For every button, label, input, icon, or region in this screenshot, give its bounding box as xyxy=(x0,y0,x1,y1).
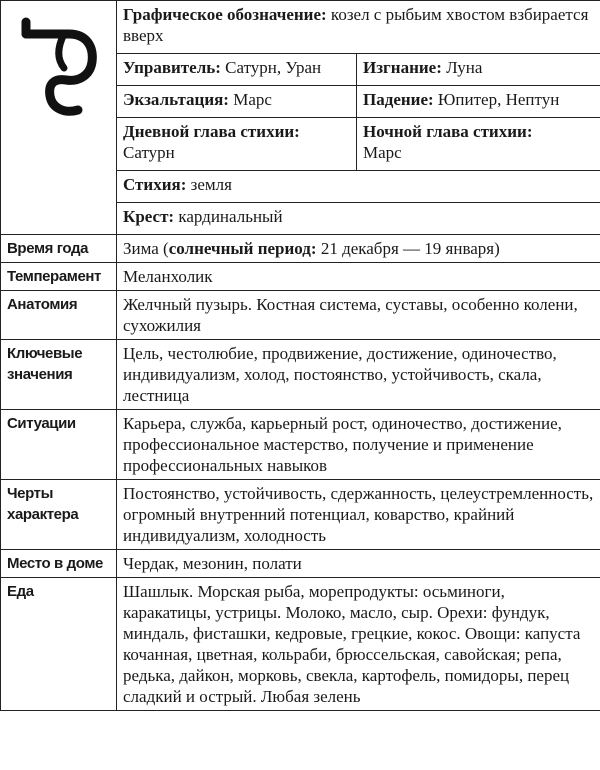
day-ruler-cell xyxy=(117,118,357,171)
element-label: Стихия: xyxy=(123,175,187,194)
fall-cell xyxy=(357,86,600,118)
traits-label: Черты характера xyxy=(1,480,117,550)
ruler-cell xyxy=(117,54,357,86)
season-value-pre: Зима ( xyxy=(123,239,169,258)
night-ruler-value: Марс xyxy=(363,143,402,162)
exile-cell xyxy=(357,54,600,86)
ruler-value: Сатурн, Уран xyxy=(225,58,322,77)
symbol-row xyxy=(1,1,600,54)
symbol-label: Графическое обозначение: xyxy=(123,5,327,24)
capricorn-glyph-icon xyxy=(14,4,104,124)
anatomy-row xyxy=(1,291,600,340)
night-ruler-cell xyxy=(357,118,600,171)
element-value: земля xyxy=(190,175,232,194)
anatomy-label: Анатомия xyxy=(1,291,117,340)
temperament-label: Темперамент xyxy=(1,263,117,291)
ruler-label: Управитель: xyxy=(123,58,221,77)
house-place-row xyxy=(1,550,600,578)
exaltation-label: Экзальтация: xyxy=(123,90,229,109)
exile-value: Луна xyxy=(446,58,483,77)
traits-row xyxy=(1,480,600,550)
cross-label: Крест: xyxy=(123,207,175,226)
anatomy-value: Желчный пузырь. Костная система, суставы, особенно колени, сухожилия xyxy=(117,291,600,340)
symbol-cell xyxy=(117,1,600,54)
traits-value: Постоянство, устойчивость, сдержанность, целеустремленность, огромный внутренний потенциал, коварство, крайний индивидуализм, холодность xyxy=(117,480,600,550)
element-cell xyxy=(117,171,600,203)
night-ruler-label: Ночной глава стихии: xyxy=(363,122,533,141)
food-value: Шашлык. Морская рыба, морепродукты: осьминоги, каракатицы, устрицы. Молоко, масло, сыр. Орехи: фундук, миндаль, фисташки, кедровые, грецкие, кокос. Овощи: капуста кочанная, цветная, кольраби, брюссельская, савойская; репа, редька, дайкон, морковь, свекла, картофель, помидоры, перец сладкий и острый. Любая зелень xyxy=(117,578,600,711)
situations-label: Ситуации xyxy=(1,410,117,480)
symbol-value: козел с рыбьим хвостом взбирается вверх xyxy=(123,5,589,45)
fall-label: Падение: xyxy=(363,90,434,109)
season-row xyxy=(1,235,600,263)
food-row xyxy=(1,578,600,711)
keywords-row xyxy=(1,340,600,410)
day-ruler-value: Сатурн xyxy=(123,143,175,162)
keywords-label: Ключевые значения xyxy=(1,340,117,410)
house-place-value: Чердак, мезонин, полати xyxy=(117,550,600,578)
cross-cell xyxy=(117,203,600,235)
situations-value: Карьера, служба, карьерный рост, одиночество, достижение, профессиональное мастерство, получение и применение профессиональных навыков xyxy=(117,410,600,480)
situations-row xyxy=(1,410,600,480)
season-period-value: 21 декабря — 19 января) xyxy=(316,239,500,258)
fall-value: Юпитер, Нептун xyxy=(437,90,560,109)
temperament-row xyxy=(1,263,600,291)
season-label: Время года xyxy=(1,235,117,263)
keywords-value: Цель, честолюбие, продвижение, достижение, одиночество, индивидуализм, холод, постоянство, устойчивость, скала, лестница xyxy=(117,340,600,410)
glyph-cell xyxy=(1,1,117,235)
season-period-label: солнечный период: xyxy=(168,239,317,258)
exaltation-value: Марс xyxy=(233,90,272,109)
season-value xyxy=(117,235,600,263)
exaltation-cell xyxy=(117,86,357,118)
day-ruler-label: Дневной глава стихии: xyxy=(123,122,300,141)
cross-value: кардинальный xyxy=(178,207,283,226)
exile-label: Изгнание: xyxy=(363,58,442,77)
temperament-value: Меланхолик xyxy=(117,263,600,291)
house-place-label: Место в доме xyxy=(1,550,117,578)
food-label: Еда xyxy=(1,578,117,711)
